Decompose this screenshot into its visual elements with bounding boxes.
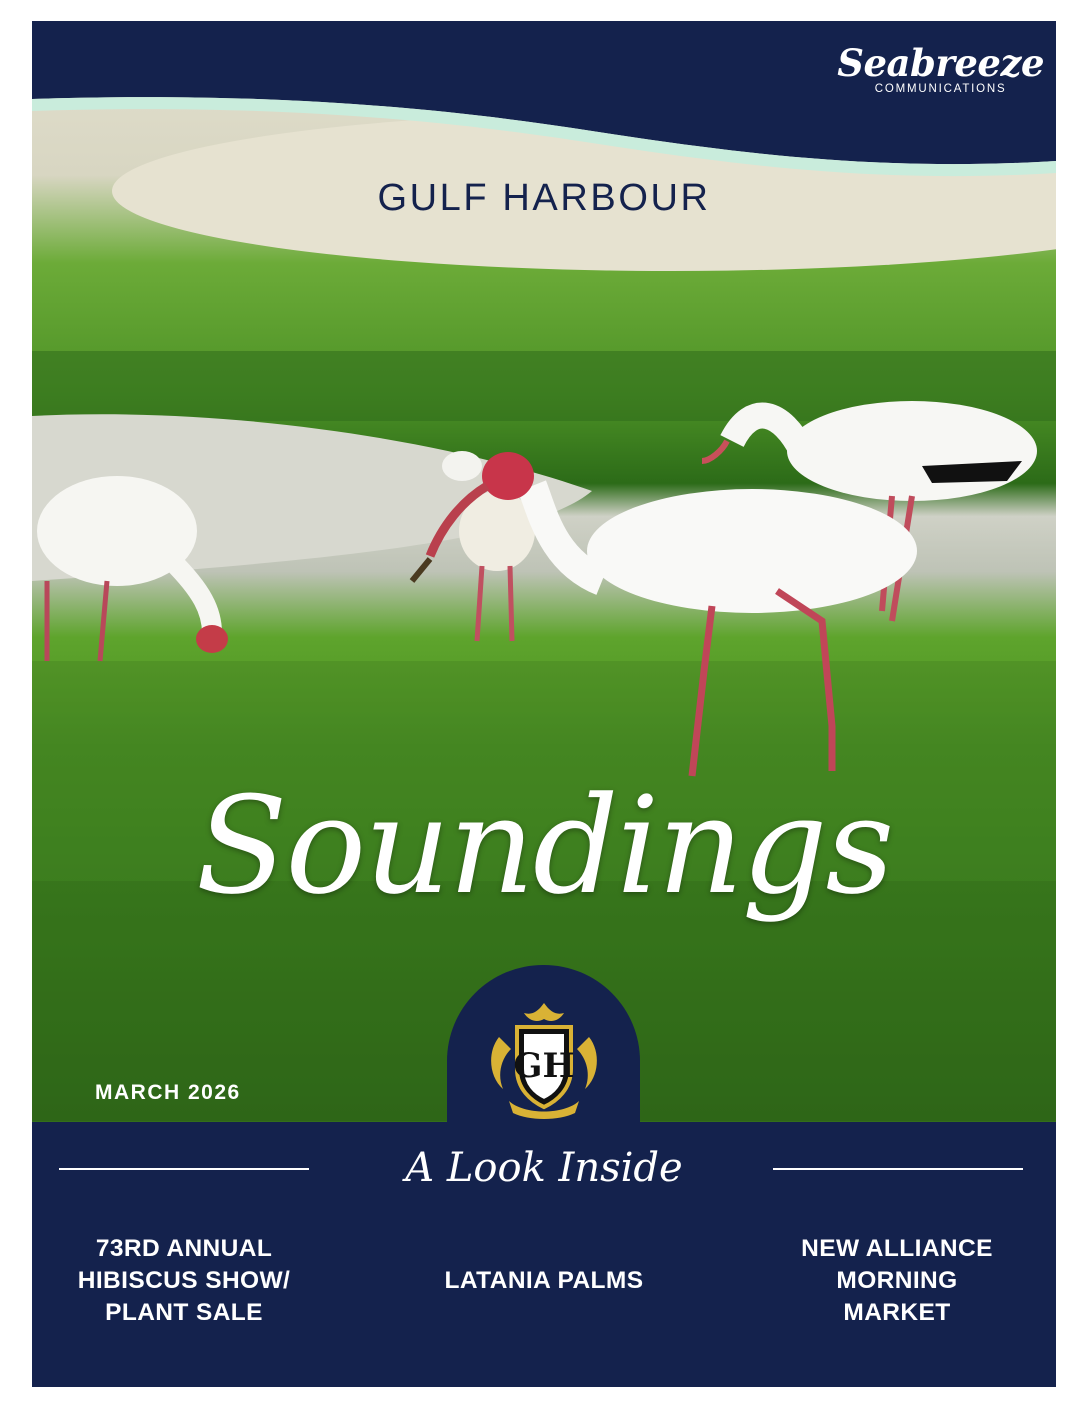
magazine-title: Soundings [195,768,893,924]
teaser-hibiscus-show [44,1233,324,1329]
teaser-line: NEW ALLIANCE [801,1235,993,1262]
teaser-morning-market [757,1233,1037,1329]
teaser-line: MORNING [836,1267,958,1294]
teaser-line: 73RD ANNUAL [95,1235,273,1262]
inside-heading: A Look Inside [405,1145,683,1191]
community-name: GULF HARBOUR [377,177,711,219]
teaser-latania-palms [404,1265,684,1297]
magazine-cover [32,21,1056,1387]
teaser-line: PLANT SALE [105,1299,263,1326]
divider-right [773,1168,1023,1170]
seabreeze-logo [837,41,1044,95]
teaser-line: LATANIA PALMS [444,1267,644,1294]
teaser-line: HIBISCUS SHOW/ [77,1267,291,1294]
svg-text:GH: GH [513,1046,575,1086]
crest-arch [447,965,640,1165]
club-crest-icon [479,997,609,1125]
brand-name: Seabreeze [837,41,1044,85]
issue-date: MARCH 2026 [95,1081,241,1104]
teaser-line: MARKET [843,1299,951,1326]
brand-subtitle: COMMUNICATIONS [874,83,1007,95]
